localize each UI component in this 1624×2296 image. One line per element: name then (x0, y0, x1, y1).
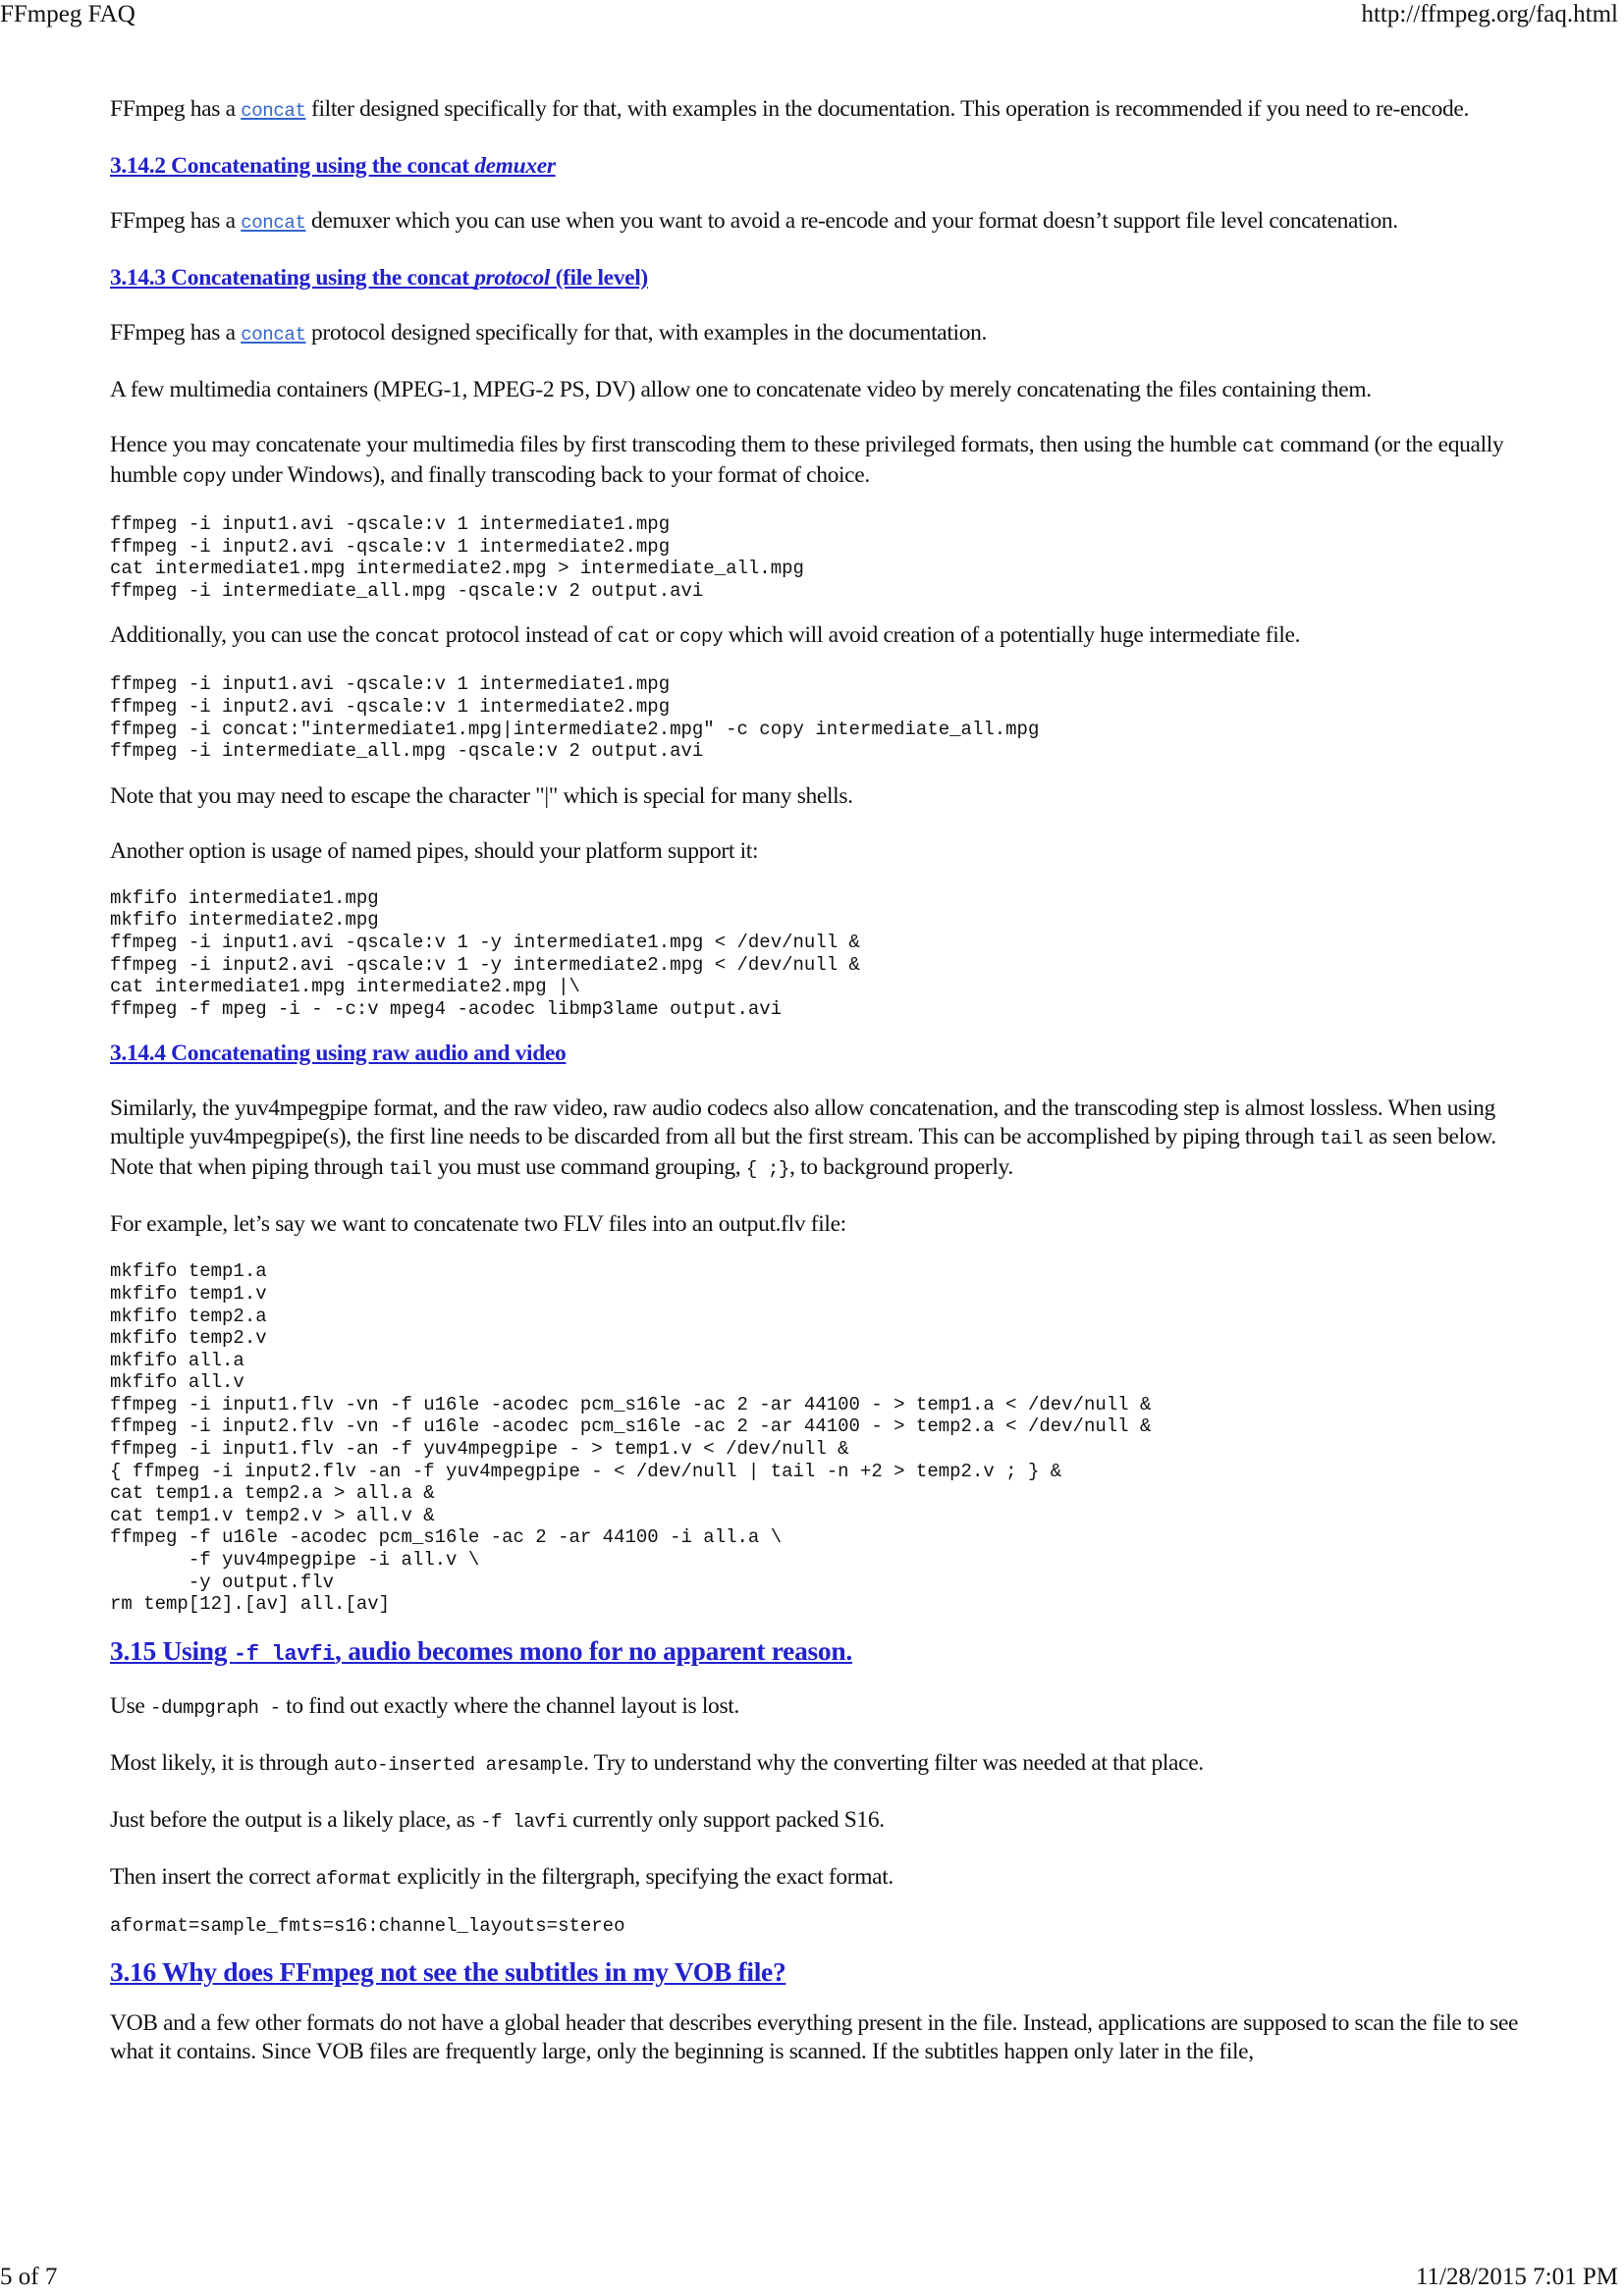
aresample-paragraph: Most likely, it is through auto-inserted aresample. Try to understand why the converting filter was needed at that place. (110, 1749, 1204, 1776)
section-3-16-link[interactable]: 3.16 Why does FFmpeg not see the subtitles in my VOB file? (110, 1956, 786, 1988)
print-footer-datetime: 11/28/2015 7:01 PM (1415, 2264, 1618, 2290)
aformat-paragraph: Then insert the correct aformat explicitly in the filtergraph, specifying the exact format. (110, 1863, 893, 1890)
dumpgraph-paragraph: Use -dumpgraph - to find out exactly where the channel layout is lost. (110, 1692, 739, 1719)
escape-note-paragraph: Note that you may need to escape the character "|" which is special for many shells. (110, 782, 853, 809)
containers-paragraph: A few multimedia containers (MPEG-1, MPEG-2 PS, DV) allow one to concatenate video by merely concatenating the files containing them. (110, 377, 1372, 402)
code-block-concat-protocol: ffmpeg -i input1.avi -qscale:v 1 intermediate1.mpg ffmpeg -i input2.avi -qscale:v 1 intermediate2.mpg ffmpeg -i concat:"intermediate1.mpg|intermediate2.mpg" -c copy intermediate_all.mpg ffmpeg -i intermediate_all.mpg -qscale:v 2 output.avi (110, 673, 1040, 763)
section-3-14-4-heading (110, 1040, 1524, 1068)
faq-content (110, 95, 1524, 2093)
transcoding-paragraph: Hence you may concatenate your multimedia files by first transcoding them to these privileged formats, then using the humble cat command (or the equally humble copy under Windows), and finally transcoding back to your format of choice. (110, 432, 1504, 488)
concat-demuxer-link[interactable]: concat (241, 212, 306, 234)
code-block-aformat: aformat=sample_fmts=s16:channel_layouts=stereo (110, 1914, 625, 1937)
concat-filter-link[interactable]: concat (241, 100, 306, 122)
print-footer-page-number: 5 of 7 (0, 2264, 58, 2290)
section-3-14-4-link[interactable]: 3.14.4 Concatenating using raw audio and video (110, 1041, 567, 1067)
vob-subtitles-paragraph: VOB and a few other formats do not have a global header that describes everything present in the file. Instead, applications are supposed to scan the file to see what it contains. Since VOB files are frequently large, only the beginning is scanned. If the subtitles happen only later in the file, (110, 2010, 1519, 2065)
print-header-url: http://ffmpeg.org/faq.html (1361, 1, 1618, 27)
named-pipes-paragraph: Another option is usage of named pipes, should your platform support it: (110, 837, 759, 864)
flv-example-paragraph: For example, let’s say we want to concatenate two FLV files into an output.flv file: (110, 1211, 846, 1238)
section-3-15-link[interactable]: 3.15 Using -f lavfi, audio becomes mono for no apparent reason. (110, 1634, 852, 1667)
code-block-named-pipes: mkfifo intermediate1.mpg mkfifo intermediate2.mpg ffmpeg -i input1.avi -qscale:v 1 -y intermediate1.mpg < /dev/null & ffmpeg -i input2.avi -qscale:v 1 -y intermediate2.mpg < /dev/null & cat intermediate1.mpg intermediate2.mpg |\ ffmpeg -f mpeg -i - -c:v mpeg4 -acodec libmp3lame output.avi (110, 886, 860, 1020)
section-3-14-2-heading (110, 152, 1524, 181)
concat-protocol-link[interactable]: concat (241, 324, 306, 346)
concat-demuxer-paragraph: FFmpeg has a concat demuxer which you can use when you want to avoid a re-encode and your format doesn’t support file level concatenation. (110, 208, 1398, 234)
packed-s16-paragraph: Just before the output is a likely place, as -f lavfi currently only support packed S16. (110, 1806, 885, 1833)
section-3-14-3-heading (110, 264, 1524, 293)
code-block-cat-example: ffmpeg -i input1.avi -qscale:v 1 intermediate1.mpg ffmpeg -i input2.avi -qscale:v 1 intermediate2.mpg cat intermediate1.mpg intermediate2.mpg > intermediate_all.mpg ffmpeg -i intermediate_all.mpg -qscale:v 2 output.avi (110, 513, 804, 602)
print-header-title: FFmpeg FAQ (0, 1, 135, 27)
section-3-16-heading (110, 1956, 1524, 1988)
concat-filter-paragraph: FFmpeg has a concat filter designed specifically for that, with examples in the documentation. This operation is recommended if you need to re-encode. (110, 96, 1469, 122)
section-3-14-2-link[interactable]: 3.14.2 Concatenating using the concat demuxer (110, 153, 556, 179)
yuv4mpegpipe-paragraph: Similarly, the yuv4mpegpipe format, and the raw video, raw audio codecs also allow concatenation, and the transcoding step is almost lossless. When using multiple yuv4mpegpipe(s), the first line needs to be discarded from all but the first stream. This can be accomplished by piping through tail as seen below. Note that when piping through tail you must use command grouping, { ;}, to background properly. (110, 1095, 1496, 1181)
section-3-15-heading (110, 1635, 1524, 1671)
code-block-flv-concat: mkfifo temp1.a mkfifo temp1.v mkfifo temp2.a mkfifo temp2.v mkfifo all.a mkfifo all.v ffmpeg -i input1.flv -vn -f u16le -acodec pcm_s16le -ac 2 -ar 44100 - > temp1.a < /dev/null & ffmpeg -i input2.flv -vn -f u16le -acodec pcm_s16le -ac 2 -ar 44100 - > temp2.a < /dev/null & ffmpeg -i input1.flv -an -f yuv4mpegpipe - > temp1.v < /dev/null & { ffmpeg -i input2.flv -an -f yuv4mpegpipe - < /dev/null | tail -n +2 > temp2.v ; } & cat temp1.a temp2.a > all.a & cat temp1.v temp2.v > all.v & ffmpeg -f u16le -acodec pcm_s16le -ac 2 -ar 44100 -i all.a \ -f yuv4mpegpipe -i all.v \ -y output.flv rm temp[12].[av] all.[av] (110, 1260, 1152, 1616)
concat-protocol-paragraph: FFmpeg has a concat protocol designed specifically for that, with examples in the documentation. (110, 320, 988, 346)
section-3-14-3-link[interactable]: 3.14.3 Concatenating using the concat protocol (file level) (110, 265, 648, 291)
concat-protocol-alt-paragraph: Additionally, you can use the concat protocol instead of cat or copy which will avoid creation of a potentially huge intermediate file. (110, 622, 1301, 649)
